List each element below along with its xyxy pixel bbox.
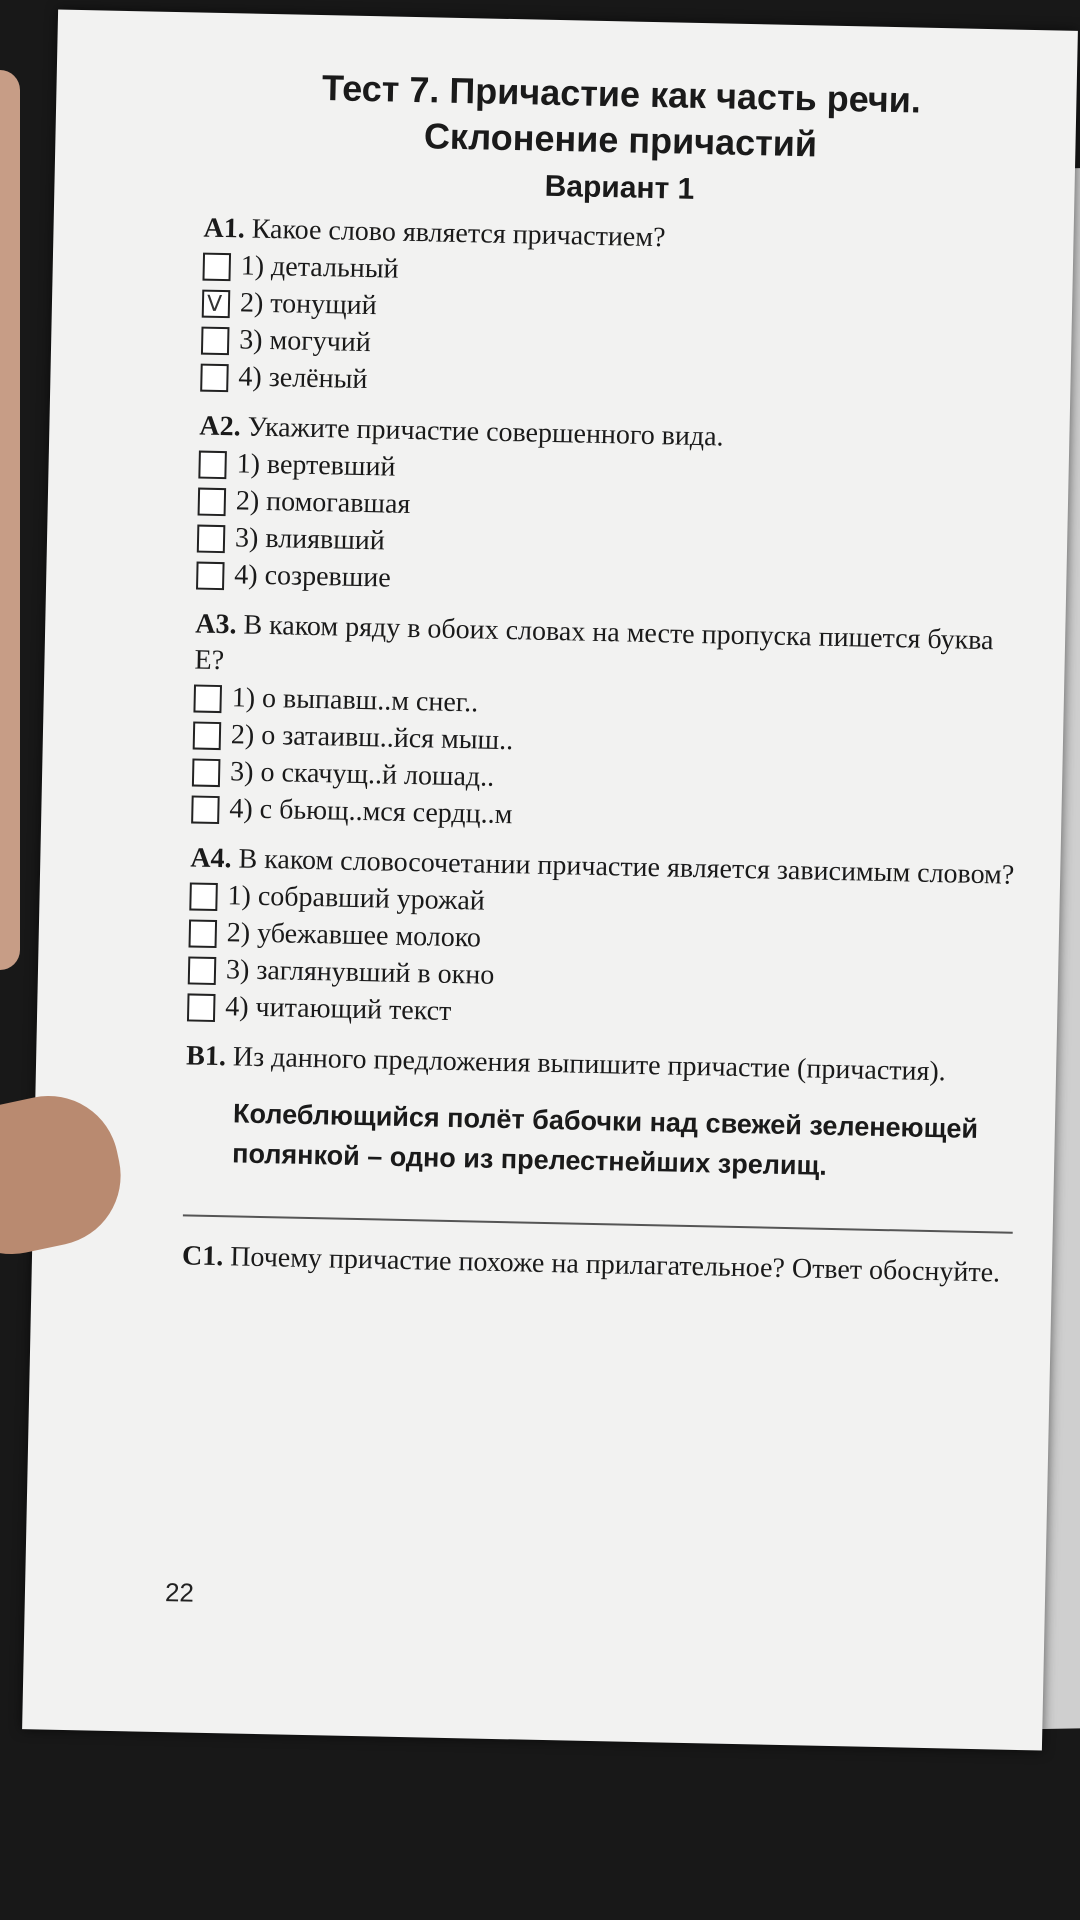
quoted-sentence: Колеблющийся полёт бабочки над свежей зеленеющей полянкой – одно из прелестнейших зрелищ. <box>231 1098 979 1181</box>
option-label: 2) о затаивш..йся мыш.. <box>230 719 514 757</box>
option-label: 2) помогавшая <box>235 485 411 520</box>
checkbox[interactable] <box>202 253 231 282</box>
question-text: Из данного предложения выпишите причастие (причастия). <box>232 1041 947 1088</box>
option-label: 4) с бьющ..мся сердц..м <box>229 793 513 831</box>
question-id: B1. <box>185 1040 227 1073</box>
checkbox[interactable] <box>196 562 225 591</box>
option-label: 3) о скачущ..й лошад.. <box>229 756 495 793</box>
question-id: A2. <box>199 410 241 443</box>
question-id: A3. <box>194 608 237 641</box>
option-label: 1) о выпавш..м снег.. <box>231 682 479 719</box>
checkbox[interactable] <box>191 795 220 824</box>
question-text: В каком словосочетании причастие является зависимым словом? <box>238 843 1015 891</box>
finger <box>0 70 20 970</box>
checkbox[interactable] <box>189 919 218 948</box>
test-title-line1: Тест 7. Причастие как часть речи. <box>321 67 922 121</box>
option-label: 1) вертевший <box>236 448 396 483</box>
option-label: 2) тонущий <box>239 287 378 322</box>
question-text: Какое слово является причастием? <box>251 213 666 254</box>
answer-line[interactable] <box>183 1214 1013 1233</box>
checkbox[interactable] <box>197 525 226 554</box>
checkbox[interactable] <box>193 685 222 714</box>
checkbox[interactable] <box>201 327 230 356</box>
checkbox[interactable] <box>198 488 227 517</box>
checkbox[interactable] <box>193 721 222 750</box>
checkbox[interactable] <box>189 882 218 911</box>
question-list <box>187 211 1034 1042</box>
checkbox[interactable] <box>187 993 216 1022</box>
option-label: 3) заглянувший в окно <box>225 954 495 991</box>
page-number: 22 <box>164 1577 195 1608</box>
option-label: 4) читающий текст <box>224 991 452 1027</box>
question-id: A1. <box>203 212 246 245</box>
option-label: 1) собравший урожай <box>227 880 486 917</box>
checkbox[interactable] <box>198 451 227 480</box>
question-text: В каком ряду в обоих словах на месте пропуска пишется буква Е? <box>194 609 994 677</box>
question-id: C1. <box>181 1240 224 1273</box>
checkbox[interactable] <box>192 758 221 787</box>
option-label: 3) могучий <box>238 324 372 359</box>
option-label: 1) детальный <box>240 250 399 285</box>
checkbox[interactable] <box>188 956 217 985</box>
question-id: A4. <box>190 842 232 875</box>
question-c1 <box>182 1238 1013 1291</box>
variant-heading: Вариант 1 <box>544 169 695 206</box>
checkbox[interactable] <box>202 290 231 319</box>
checkbox[interactable] <box>200 364 229 393</box>
workbook-page <box>22 10 1078 1751</box>
check-mark-icon: V <box>206 291 223 318</box>
question-text: Почему причастие похоже на прилагательное? Ответ обоснуйте. <box>229 1241 1001 1289</box>
option-label: 3) влиявший <box>234 522 386 557</box>
option-label: 4) зелёный <box>238 361 368 396</box>
option-label: 2) убежавшее молоко <box>226 917 482 954</box>
option-label: 4) созревшие <box>233 559 392 594</box>
question-text: Укажите причастие совершенного вида. <box>247 411 724 453</box>
page-content <box>182 63 1037 1292</box>
question-b1 <box>186 1038 1017 1091</box>
test-title-line2: Склонение причастий <box>423 115 818 165</box>
